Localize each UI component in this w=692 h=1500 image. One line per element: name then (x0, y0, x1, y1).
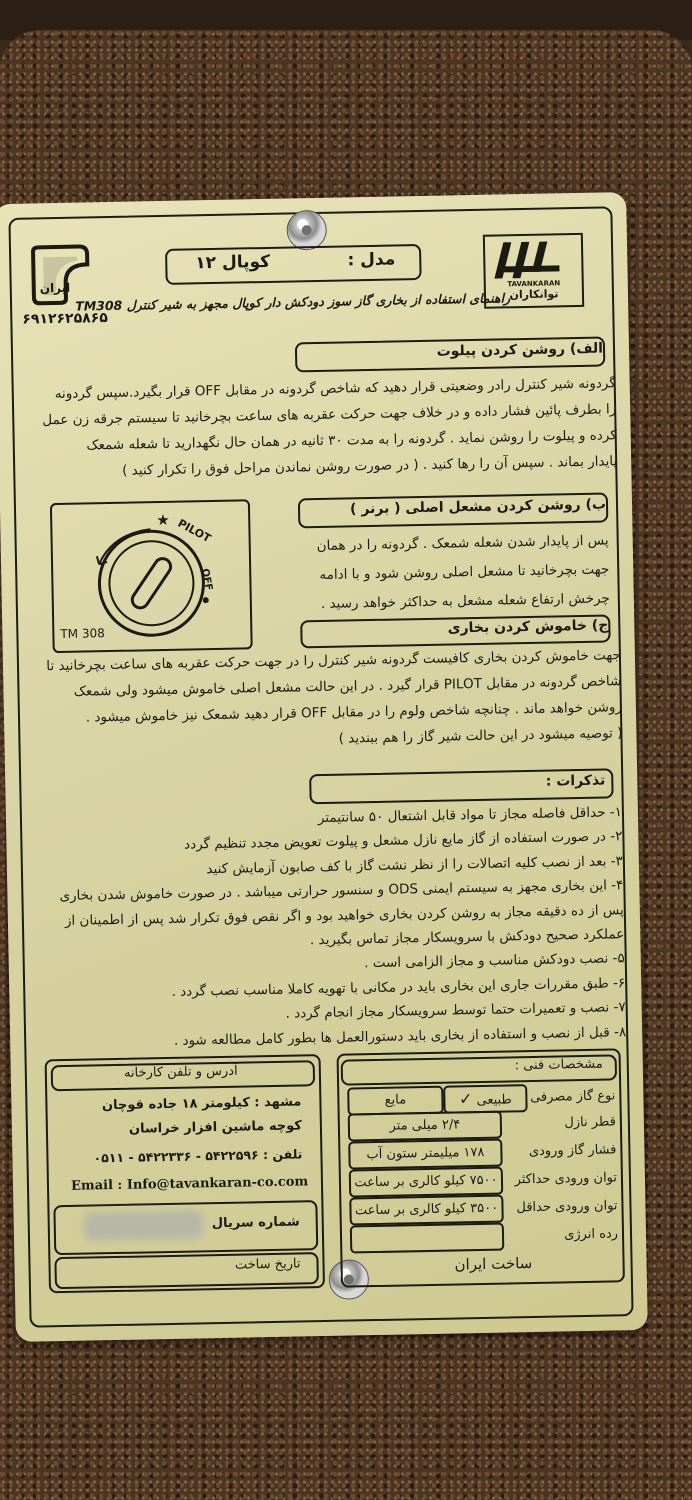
notes-list (16, 800, 627, 1056)
control-dial-diagram (50, 499, 253, 653)
gas-natural-label: طبیعی (476, 1092, 512, 1109)
note-item: ۳- بعد از نصب کلیه اتصالات را از نظر نشت گاز با کف صابون آزمایش کنید (206, 853, 624, 878)
section-a-line: گردونه شیر کنترل رادر وضعیتی قرار دهید که شاخص گردونه در مقابل OFF قرار بگیرد.سپس گردونه (54, 375, 616, 403)
address-line-2: کوچه ماشین افزار خراسان (128, 1118, 303, 1137)
serial-label: شماره سریال (211, 1214, 300, 1232)
section-c-line: ( توصیه میشود در این حالت شیر گاز را هم ببندید ) (338, 725, 623, 747)
note-item: ۲- در صورت استفاده از گاز مایع نازل مشعل و پیلوت تعویض مجدد تنظیم گردد (183, 828, 623, 854)
brand-logo-icon (485, 235, 578, 285)
section-c-text (15, 642, 623, 758)
min-input-value: ۳۵۰۰ کیلو کالری بر ساعت (349, 1195, 504, 1226)
address-title: آدرس و تلفن کارخانه (123, 1063, 238, 1081)
notes-title: تذکرات : (545, 772, 606, 790)
max-input-value: ۷۵۰۰ کیلو کالری بر ساعت (349, 1167, 504, 1198)
section-c-line: جهت خاموش کردن بخاری کافیست گردونه شیر کنترل را در جهت حرکت عقربه های ساعت بچرخانید تا (46, 647, 622, 675)
section-b-text (278, 526, 610, 619)
note-item: ۴- این بخاری مجهز به سیستم ایمنی ODS و سنسور حرارتی میباشد . در صورت خاموش شدن بخاری (59, 877, 624, 905)
energy-class-label: رده انرژی (564, 1226, 619, 1243)
section-c-line: روشن خواهد ماند . چنانچه شاخص ولوم را در مقابل OFF قرار دهید شمعک نیز خاموش میشود . (85, 699, 623, 726)
note-item: پس از ده دقیقه مجاز به روشن کردن بخاری خواهید بود و اگر نقص فوق تکرار شد پس از اطمینان از (64, 901, 624, 929)
made-in-label: ساخت ایران (454, 1254, 533, 1274)
model-label: مدل : (347, 249, 396, 271)
manufacture-date-label: تاریخ ساخت (234, 1256, 301, 1273)
nozzle-label: قطر نازل (564, 1114, 617, 1131)
section-b-line: چرخش ارتفاع شعله مشعل به حداکثر خواهد رسید . (320, 590, 610, 612)
gas-natural-box (443, 1084, 528, 1114)
section-c-title: ج) خاموش کردن بخاری (447, 617, 609, 637)
flame-star-icon: ★ (156, 510, 170, 530)
section-b-title: ب) روشن کردن مشعل اصلی ( برنر ) (349, 496, 607, 518)
section-b-line: پس از پایدار شدن شعله شمعک . گردونه را در همان (316, 532, 609, 555)
section-a-line: را بطرف پائین فشار داده و در خلاف جهت حرکت عقربه های ساعت بچرخانید تا سیستم جرقه زن عمل (42, 401, 617, 429)
dial-model-label: TM 308 (60, 626, 105, 641)
nozzle-value: ۲/۴ میلی متر (348, 1111, 503, 1142)
model-value: کوپال ۱۲ (195, 251, 271, 274)
serial-number-blurred (84, 1210, 205, 1240)
note-item: عملکرد صحیح دودکش با سرویسکار مجاز تماس بگیرید . (309, 926, 625, 949)
note-item: ۸- قبل از نصب و استفاده از بخاری باید دستورالعمل ها بطور کامل مطالعه شود . (173, 1023, 627, 1049)
instruction-plate (0, 192, 648, 1342)
max-input-label: توان ورودی حداکثر (514, 1170, 618, 1188)
standard-code: ۶۹۱۲۶۲۵۸۶۵ (22, 310, 108, 328)
plate-subtitle: راهنمای استفاده از بخاری گاز سوز دودکش دار کوپال مجهز به شیر کنترل TM308 (75, 290, 511, 314)
pressure-label: فشار گاز ورودی (528, 1142, 617, 1160)
address-line-1: مشهد : کیلومتر ۱۸ جاده قوچان (101, 1094, 302, 1114)
min-input-label: توان ورودی حداقل (516, 1198, 618, 1216)
note-item: ۶- طبق مقررات جاری این بخاری باید در مکانی با تهویه کاملا مناسب نصب گردد . (171, 975, 626, 1000)
factory-phone: تلفن : ۵۴۲۲۵۹۶ - ۵۴۲۲۳۳۶ - ۰۵۱۱ (93, 1146, 303, 1166)
gas-lpg-label: مایع (384, 1092, 407, 1108)
brand-name-fa: توانکاران (509, 287, 559, 302)
section-b-line: جهت بچرخانید تا مشعل اصلی روشن شود و با ادامه (319, 561, 610, 583)
section-a-text (10, 370, 618, 486)
specs-title: مشخصات فنی : (514, 1056, 603, 1074)
section-a-line: کرده و پیلوت را روشن نماید . گردونه را به مدت ۳۰ ثانیه در همان حال نگهدارید تا شعله شمعک (86, 427, 617, 454)
dial-off-label: OFF (198, 567, 214, 592)
brand-name-en: TAVANKARAN (507, 279, 561, 289)
dial-pilot-label: PILOT (175, 516, 214, 546)
energy-class-value (350, 1223, 505, 1254)
note-item: ۷- نصب و تعمیرات حتما توسط سرویسکار مجاز انجام گردد . (285, 999, 626, 1022)
section-c-line: شاخص گردونه در مقابل PILOT قرار گیرد . در این حالت مشعل اصلی خاموش میشود ولی شمعک (73, 673, 622, 700)
pressure-value: ۱۷۸ میلیمتر ستون آب (348, 1139, 503, 1170)
note-item: ۵- نصب دودکش مناسب و مجاز الزامی است . (364, 950, 625, 972)
check-icon: ✓ (458, 1089, 473, 1109)
standard-mark-label: ایران (39, 280, 71, 296)
note-item: ۱- حداقل فاصله مجاز تا مواد قابل اشتعال ۵۰ سانتیمتر (317, 804, 623, 827)
section-a-title: الف) روشن کردن پیلوت (436, 340, 604, 360)
factory-email: Email : Info@tavankaran-co.com (70, 1174, 309, 1194)
gas-type-label: نوع گاز مصرفی (529, 1088, 616, 1106)
section-a-line: پایدار بماند . سپس آن را رها کنید . ( در صورت روشن نماندن مراحل فوق را تکرار کنید ) (121, 453, 618, 479)
